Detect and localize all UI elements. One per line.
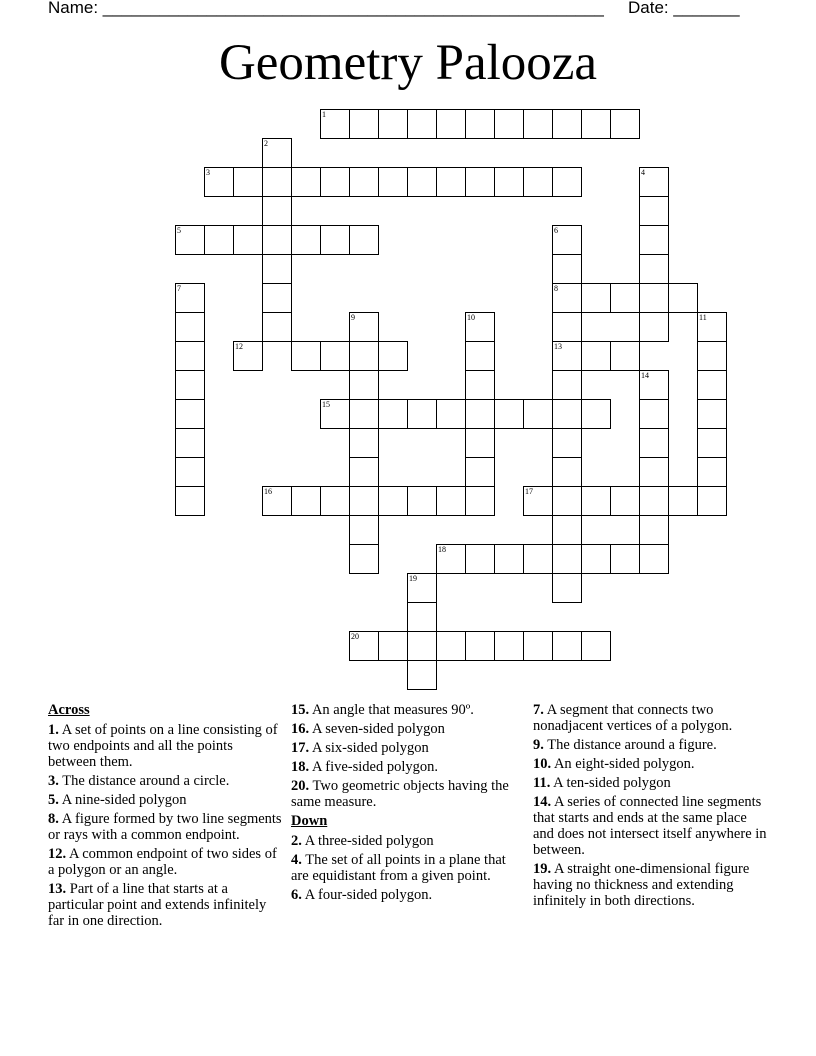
crossword-cell[interactable]	[581, 109, 611, 139]
crossword-cell[interactable]	[349, 167, 379, 197]
crossword-cell[interactable]	[349, 631, 379, 661]
crossword-cell[interactable]	[552, 283, 582, 313]
crossword-cell[interactable]	[378, 341, 408, 371]
crossword-cell[interactable]	[552, 544, 582, 574]
crossword-cell[interactable]	[639, 515, 669, 545]
crossword-cell[interactable]	[581, 631, 611, 661]
crossword-cell[interactable]	[494, 109, 524, 139]
crossword-cell[interactable]	[523, 167, 553, 197]
crossword-cell[interactable]	[465, 312, 495, 342]
crossword-cell[interactable]	[581, 341, 611, 371]
crossword-cell[interactable]	[552, 573, 582, 603]
crossword-cell[interactable]	[320, 341, 350, 371]
clue-number: 15	[322, 400, 330, 409]
clue-item	[48, 722, 284, 770]
clue-number: 6.	[291, 887, 302, 903]
clue-number: 14.	[533, 794, 552, 810]
crossword-cell[interactable]	[175, 486, 205, 516]
clue-text: A four-sided polygon.	[304, 887, 433, 903]
clue-text: A segment that connects two nonadjacent vertices of a polygon.	[533, 702, 733, 734]
crossword-cell[interactable]	[175, 341, 205, 371]
clue-number: 18.	[291, 759, 310, 775]
crossword-cell[interactable]	[436, 167, 466, 197]
crossword-cell[interactable]	[291, 225, 321, 255]
crossword-cell[interactable]	[291, 341, 321, 371]
clue-item	[291, 833, 517, 849]
crossword-cell[interactable]	[581, 544, 611, 574]
clue-text: A figure formed by two line segments or rays with a common endpoint.	[48, 811, 282, 843]
crossword-cell[interactable]	[523, 109, 553, 139]
crossword-cell[interactable]	[639, 225, 669, 255]
clue-number: 1	[322, 110, 326, 119]
crossword-cell[interactable]	[610, 544, 640, 574]
clue-number: 2.	[291, 833, 302, 849]
clue-item	[291, 721, 517, 737]
crossword-cell[interactable]	[465, 167, 495, 197]
clue-item	[48, 846, 284, 878]
crossword-cell[interactable]	[639, 457, 669, 487]
crossword-cell[interactable]	[175, 225, 205, 255]
crossword-cell[interactable]	[465, 457, 495, 487]
clue-text: A straight one-dimensional figure having no thickness and extending infinitely in both directions.	[533, 861, 750, 909]
down-heading: Down	[291, 813, 328, 829]
crossword-cell[interactable]	[581, 486, 611, 516]
clue-number: 20	[351, 632, 359, 641]
crossword-cell[interactable]	[552, 312, 582, 342]
clue-number: 8	[554, 284, 558, 293]
crossword-cell[interactable]	[436, 544, 466, 574]
clue-number: 9	[351, 313, 355, 322]
clue-item	[533, 861, 769, 909]
crossword-cell[interactable]	[262, 283, 292, 313]
crossword-cell[interactable]	[436, 486, 466, 516]
crossword-cell[interactable]	[552, 515, 582, 545]
clue-text: A ten-sided polygon	[553, 775, 671, 791]
clue-text: A six-sided polygon	[311, 740, 429, 756]
crossword-cell[interactable]	[581, 399, 611, 429]
crossword-cell[interactable]	[639, 312, 669, 342]
crossword-cell[interactable]	[349, 341, 379, 371]
crossword-cell[interactable]	[349, 428, 379, 458]
crossword-cell[interactable]	[494, 544, 524, 574]
crossword-cell[interactable]	[639, 196, 669, 226]
crossword-cell[interactable]	[262, 254, 292, 284]
clue-number: 7	[177, 284, 181, 293]
clue-number: 17	[525, 487, 533, 496]
clue-number: 6	[554, 226, 558, 235]
clue-item	[291, 887, 517, 903]
crossword-cell[interactable]	[407, 167, 437, 197]
crossword-cell[interactable]	[552, 225, 582, 255]
clue-number: 8.	[48, 811, 59, 827]
crossword-cell[interactable]	[552, 341, 582, 371]
crossword-cell[interactable]	[639, 167, 669, 197]
clue-number: 16.	[291, 721, 310, 737]
clue-number: 17.	[291, 740, 310, 756]
crossword-cell[interactable]	[175, 312, 205, 342]
name-field-label: Name: _____________________________________________________	[48, 0, 604, 17]
clue-item	[533, 756, 769, 772]
crossword-cell[interactable]	[320, 486, 350, 516]
clue-number: 13.	[48, 881, 67, 897]
clue-number: 10	[467, 313, 475, 322]
crossword-cell[interactable]	[668, 486, 698, 516]
crossword-cell[interactable]	[291, 486, 321, 516]
crossword-cell[interactable]	[610, 341, 640, 371]
crossword-cell[interactable]	[523, 399, 553, 429]
clue-number: 3.	[48, 773, 59, 789]
clue-text: An angle that measures 90º.	[311, 702, 474, 718]
clue-number: 11	[699, 313, 707, 322]
crossword-cell[interactable]	[349, 544, 379, 574]
crossword-cell[interactable]	[349, 515, 379, 545]
clue-item	[533, 737, 769, 753]
clue-text: Part of a line that starts at a particular point and extends infinitely far in one direction.	[48, 881, 267, 929]
clue-text: The distance around a figure.	[547, 737, 717, 753]
crossword-cell[interactable]	[523, 631, 553, 661]
crossword-cell[interactable]	[320, 225, 350, 255]
crossword-cell[interactable]	[204, 225, 234, 255]
crossword-cell[interactable]	[175, 370, 205, 400]
crossword-cell[interactable]	[262, 167, 292, 197]
crossword-cell[interactable]	[262, 138, 292, 168]
clue-number: 2	[264, 139, 268, 148]
clue-item	[291, 778, 517, 810]
crossword-cell[interactable]	[262, 486, 292, 516]
clue-number: 13	[554, 342, 562, 351]
clues-column-3	[533, 702, 769, 912]
clue-number: 9.	[533, 737, 544, 753]
crossword-cell[interactable]	[552, 428, 582, 458]
crossword-cell[interactable]	[349, 109, 379, 139]
crossword-cell[interactable]	[697, 457, 727, 487]
crossword-cell[interactable]	[262, 196, 292, 226]
crossword-cell[interactable]	[233, 341, 263, 371]
crossword-cell[interactable]	[552, 167, 582, 197]
crossword-cell[interactable]	[465, 486, 495, 516]
clue-text: A nine-sided polygon	[61, 792, 187, 808]
crossword-cell[interactable]	[320, 109, 350, 139]
crossword-cell[interactable]	[349, 312, 379, 342]
crossword-cell[interactable]	[639, 544, 669, 574]
crossword-cell[interactable]	[349, 457, 379, 487]
crossword-cell[interactable]	[175, 283, 205, 313]
clue-text: A three-sided polygon	[304, 833, 434, 849]
crossword-cell[interactable]	[697, 370, 727, 400]
crossword-cell[interactable]	[697, 428, 727, 458]
crossword-cell[interactable]	[175, 428, 205, 458]
crossword-cell[interactable]	[610, 109, 640, 139]
clue-item	[48, 792, 284, 808]
clue-number: 4	[641, 168, 645, 177]
crossword-cell[interactable]	[407, 602, 437, 632]
crossword-cell[interactable]	[262, 225, 292, 255]
clue-item	[533, 775, 769, 791]
crossword-cell[interactable]	[407, 660, 437, 690]
crossword-cell[interactable]	[465, 399, 495, 429]
crossword-cell[interactable]	[668, 283, 698, 313]
clue-item	[291, 759, 517, 775]
clue-item	[533, 702, 769, 734]
crossword-cell[interactable]	[639, 370, 669, 400]
clue-text: Two geometric objects having the same measure.	[291, 778, 509, 810]
crossword-cell[interactable]	[436, 109, 466, 139]
crossword-cell[interactable]	[204, 167, 234, 197]
crossword-cell[interactable]	[552, 109, 582, 139]
clue-number: 19	[409, 574, 417, 583]
crossword-cell[interactable]	[233, 167, 263, 197]
crossword-cell[interactable]	[378, 631, 408, 661]
crossword-cell[interactable]	[523, 544, 553, 574]
clue-number: 14	[641, 371, 649, 380]
crossword-cell[interactable]	[697, 399, 727, 429]
clue-text: The distance around a circle.	[62, 773, 230, 789]
crossword-cell[interactable]	[639, 254, 669, 284]
clue-number: 5.	[48, 792, 59, 808]
crossword-cell[interactable]	[639, 486, 669, 516]
clue-text: An eight-sided polygon.	[553, 756, 695, 772]
clue-number: 15.	[291, 702, 310, 718]
crossword-cell[interactable]	[349, 225, 379, 255]
clue-number: 12	[235, 342, 243, 351]
crossword-cell[interactable]	[552, 486, 582, 516]
crossword-cell[interactable]	[378, 167, 408, 197]
clue-number: 12.	[48, 846, 67, 862]
crossword-cell[interactable]	[407, 486, 437, 516]
clue-text: The set of all points in a plane that are equidistant from a given point.	[291, 852, 506, 884]
crossword-cell[interactable]	[320, 167, 350, 197]
crossword-cell[interactable]	[175, 399, 205, 429]
clue-number: 1.	[48, 722, 59, 738]
crossword-cell[interactable]	[494, 167, 524, 197]
clue-item	[291, 740, 517, 756]
clue-text: A series of connected line segments that starts and ends at the same place and does not intersect itself anywhere in between.	[533, 794, 767, 858]
crossword-cell[interactable]	[378, 486, 408, 516]
clues-column-2	[291, 702, 517, 906]
crossword-cell[interactable]	[610, 283, 640, 313]
crossword-cell[interactable]	[465, 544, 495, 574]
clue-item	[533, 794, 769, 858]
crossword-cell[interactable]	[407, 573, 437, 603]
crossword-cell[interactable]	[407, 631, 437, 661]
across-heading: Across	[48, 702, 90, 718]
date-field-label: Date: _______	[628, 0, 740, 17]
clue-number: 18	[438, 545, 446, 554]
crossword-cell[interactable]	[552, 457, 582, 487]
crossword-cell[interactable]	[465, 370, 495, 400]
clue-item	[291, 852, 517, 884]
crossword-cell[interactable]	[494, 631, 524, 661]
clue-item	[48, 881, 284, 929]
crossword-cell[interactable]	[610, 486, 640, 516]
clue-item	[48, 811, 284, 843]
crossword-cell[interactable]	[639, 428, 669, 458]
clue-number: 3	[206, 168, 210, 177]
crossword-cell[interactable]	[407, 109, 437, 139]
clue-number: 7.	[533, 702, 544, 718]
clue-number: 5	[177, 226, 181, 235]
crossword-cell[interactable]	[494, 399, 524, 429]
clue-text: A seven-sided polygon	[311, 721, 445, 737]
crossword-cell[interactable]	[465, 428, 495, 458]
crossword-cell[interactable]	[581, 283, 611, 313]
clue-item	[291, 702, 517, 718]
clue-number: 4.	[291, 852, 302, 868]
crossword-cell[interactable]	[465, 631, 495, 661]
crossword-cell[interactable]	[320, 399, 350, 429]
crossword-cell[interactable]	[465, 109, 495, 139]
crossword-cell[interactable]	[639, 399, 669, 429]
clues-column-1	[48, 702, 284, 932]
crossword-cell[interactable]	[175, 457, 205, 487]
crossword-cell[interactable]	[436, 399, 466, 429]
crossword-cell[interactable]	[697, 312, 727, 342]
crossword-cell[interactable]	[407, 399, 437, 429]
crossword-cell[interactable]	[697, 486, 727, 516]
crossword-cell[interactable]	[523, 486, 553, 516]
crossword-cell[interactable]	[697, 341, 727, 371]
crossword-cell[interactable]	[349, 486, 379, 516]
crossword-cell[interactable]	[349, 399, 379, 429]
crossword-cell[interactable]	[552, 370, 582, 400]
crossword-cell[interactable]	[552, 399, 582, 429]
crossword-cell[interactable]	[465, 341, 495, 371]
crossword-cell[interactable]	[262, 312, 292, 342]
clue-text: A set of points on a line consisting of two endpoints and all the points between them.	[48, 722, 278, 770]
crossword-cell[interactable]	[349, 370, 379, 400]
clue-number: 19.	[533, 861, 552, 877]
clue-number: 10.	[533, 756, 552, 772]
crossword-cell[interactable]	[436, 631, 466, 661]
crossword-cell[interactable]	[552, 254, 582, 284]
clue-number: 20.	[291, 778, 310, 794]
crossword-cell[interactable]	[378, 399, 408, 429]
crossword-cell[interactable]	[639, 283, 669, 313]
crossword-cell[interactable]	[378, 109, 408, 139]
crossword-cell[interactable]	[233, 225, 263, 255]
clue-text: A five-sided polygon.	[311, 759, 439, 775]
crossword-cell[interactable]	[552, 631, 582, 661]
page-title: Geometry Palooza	[218, 35, 598, 91]
clue-item	[48, 773, 284, 789]
clue-number: 11.	[533, 775, 551, 791]
clue-text: A common endpoint of two sides of a polygon or an angle.	[48, 846, 277, 878]
clue-number: 16	[264, 487, 272, 496]
crossword-cell[interactable]	[291, 167, 321, 197]
